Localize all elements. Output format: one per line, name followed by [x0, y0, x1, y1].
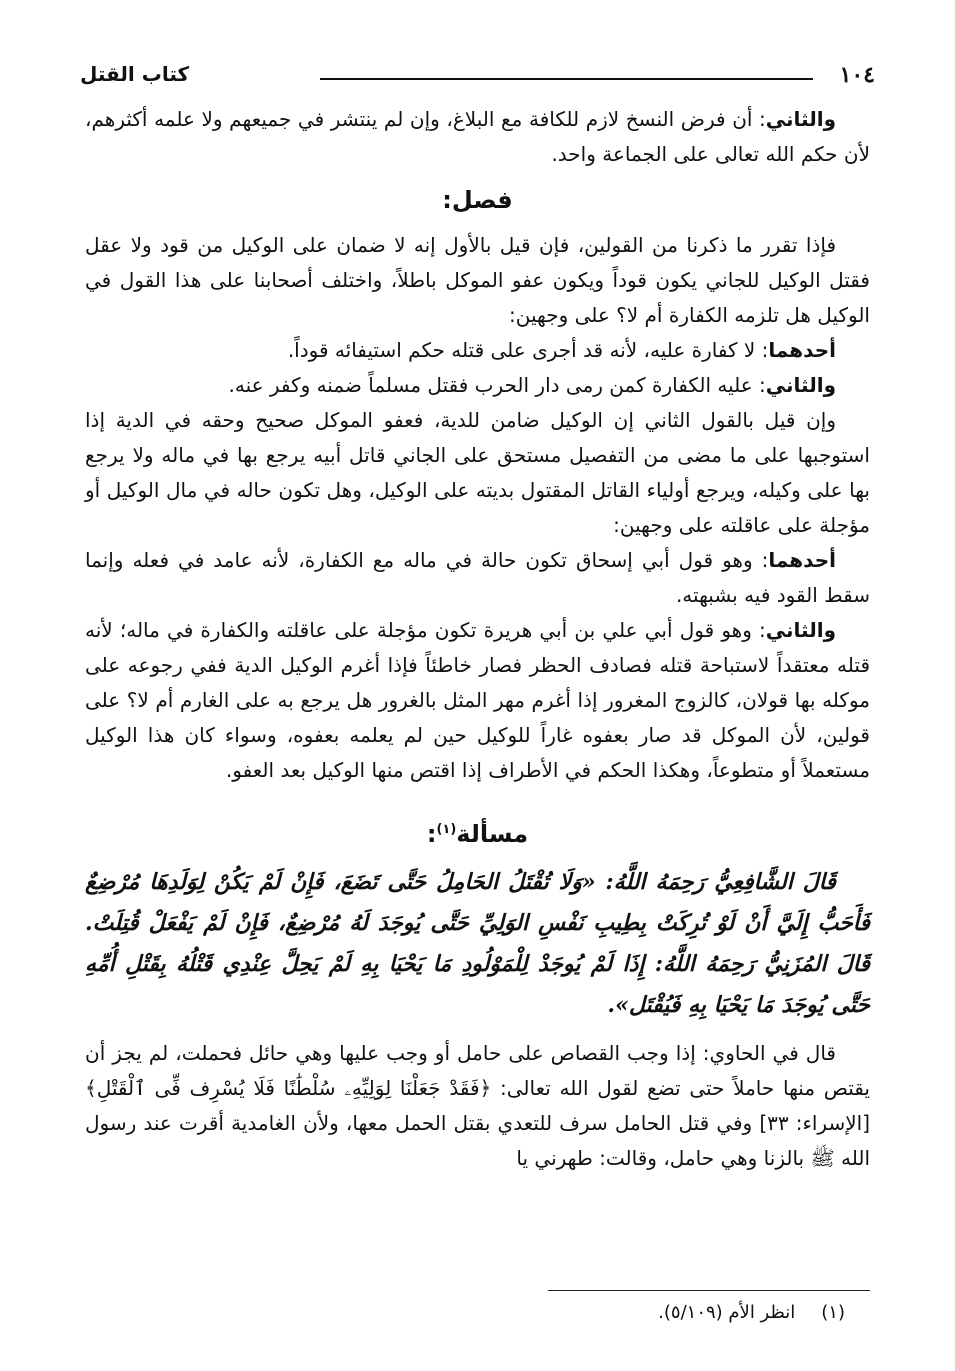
header-rule — [320, 78, 813, 80]
footnote-rule — [548, 1290, 870, 1291]
paragraph-abu-ishaq — [85, 543, 870, 613]
footnote-text: انظر الأم (٥/١٠٩). — [658, 1302, 796, 1323]
term-label: أحدهما — [768, 338, 836, 362]
paragraph-text: : لا كفارة عليه، لأنه قد أجرى على قتله حكم استيفائه قوداً. — [287, 338, 769, 362]
term-label: أحدهما — [768, 548, 836, 572]
masala-title: مسألة — [456, 820, 529, 848]
section-heading-fasl: فصل: — [442, 186, 513, 214]
paragraph-hawi: قال في الحاوي: إذا وجب القصاص على حامل أو وجب عليها وهي حائل فحملت، لم يجز أن يقتص منها حاملاً حتى تضع لقول الله تعالى: ﴿فَقَدْ جَعَلْنَا لِوَلِيِّهِۦ سُلْطَٰنًا فَلَا يُسْرِف فِّى ٱلْقَتْلِ﴾ [الإسراء: ٣٣] وفي قتل الحامل سرف للتعدي بقتل الحمل معها، ولأن الغامدية أقرت عند رسول الله ﷺ بالزنا وهي حامل، وقالت: طهرني يا — [85, 1041, 870, 1170]
page-body — [85, 102, 870, 1176]
paragraph-text: : وهو قول أبي علي بن أبي هريرة تكون مؤجلة على عاقلته والكفارة في ماله؛ لأنه قتله معتقداً لاستباحة قتله فصادف الحظر فصار خاطئاً فإذا أغرم الوكيل الدية ففي رجوعه على موكله بها قولان، كالزوج المغرور إذا أغرم مهر المثل بالغرور هل يرجع به على الغارم أم لا؟ على قولين، لأن الموكل قد صار بعفوه غاراً للوكيل حين لم يعلمه بعفوه، وسواء كان هذا الوكيل مستعملاً أو متطوعاً، وهكذا الحكم في الأطراف إذا اقتص منها الوكيل بعد العفو. — [85, 618, 870, 782]
paragraph-text: : وهو قول أبي إسحاق تكون حالة في ماله مع الكفارة، لأنه عامد في فعله وإنما سقط القود فيه بشبهته. — [85, 548, 870, 607]
paragraph-second-opinion — [85, 102, 870, 172]
page-number: ١٠٤ — [839, 62, 875, 88]
footnote-marker: (١) — [436, 822, 457, 837]
page-header — [80, 62, 875, 92]
masala-colon: : — [426, 820, 437, 848]
section-heading-masala — [85, 802, 870, 862]
chapter-title: كتاب القتل — [80, 62, 190, 86]
paragraph-text: : عليه الكفارة كمن رمى دار الحرب فقتل مسلماً ضمنه وكفر عنه. — [228, 373, 766, 397]
paragraph-second-view — [85, 368, 870, 403]
paragraph-diya: وإن قيل بالقول الثاني إن الوكيل ضامن للدية، فعفو الموكل صحيح وحقه في الدية إذا استوجبها على ما مضى من التفصيل مستحق على الجاني قاتل أبيه يرجع بها في ماله ولا يرجع بها على وكيله، ويرجع أولياء القاتل المقتول بديته على الوكيل، وهل تكون حاله في مال الوكيل أو مؤجلة على عاقلته على وجهين: — [85, 408, 870, 537]
term-label: والثاني — [765, 618, 836, 642]
footnote-number: (١) — [821, 1302, 845, 1323]
footnote — [658, 1302, 845, 1323]
quoted-text-shafii: قَالَ الشَّافِعِيُّ رَحِمَهُ اللَّهُ: «وَلَا تُقْتَلُ الحَامِلُ حَتَّى تَضَعَ، فَإِنْ لَمْ يَكُنْ لِوَلَدِهَا مُرْضِعٌ فَأَحَبُّ إِلَيَّ أَنْ لَوْ تُرِكَتْ بِطِيبِ نَفْسِ الوَلِيِّ حَتَّى يُوجَدَ لَهُ مُرْضِعٌ، فَإِنْ لَمْ يَفْعَلْ قُتِلَتْ. قَالَ المُزَنِيُّ رَحِمَهُ اللَّهُ: إِذَا لَمْ يُوجَدْ لِلْمَوْلُودِ مَا يَحْيَا بِهِ لَمْ يَحِلَّ عِنْدِي قَتْلُهُ بِقَتْلِ أُمِّهِ حَتَّى يُوجَدَ مَا يَحْيَا بِهِ فَيُقْتَل». — [85, 869, 870, 1018]
term-label: والثاني — [765, 373, 836, 397]
paragraph-text: : أن فرض النسخ لازم للكافة مع البلاغ، وإن لم ينتشر في جميعهم ولا علمه أكثرهم، لأن حكم الله تعالى على الجماعة واحد. — [85, 107, 870, 166]
term-label: والثاني — [765, 107, 836, 131]
spacer — [85, 788, 870, 802]
paragraph-abu-hurayra — [85, 613, 870, 788]
paragraph-first-view — [85, 333, 870, 368]
paragraph-fasl-intro: فإذا تقرر ما ذكرنا من القولين، فإن قيل بالأول إنه لا ضمان على الوكيل من قود ولا عقل فقتل الوكيل للجاني يكون قوداً ويكون عفو الموكل باطلاً، واختلف أصحابنا على هذا القول في الوكيل هل تلزمه الكفارة أم لا؟ على وجهين: — [85, 233, 870, 327]
